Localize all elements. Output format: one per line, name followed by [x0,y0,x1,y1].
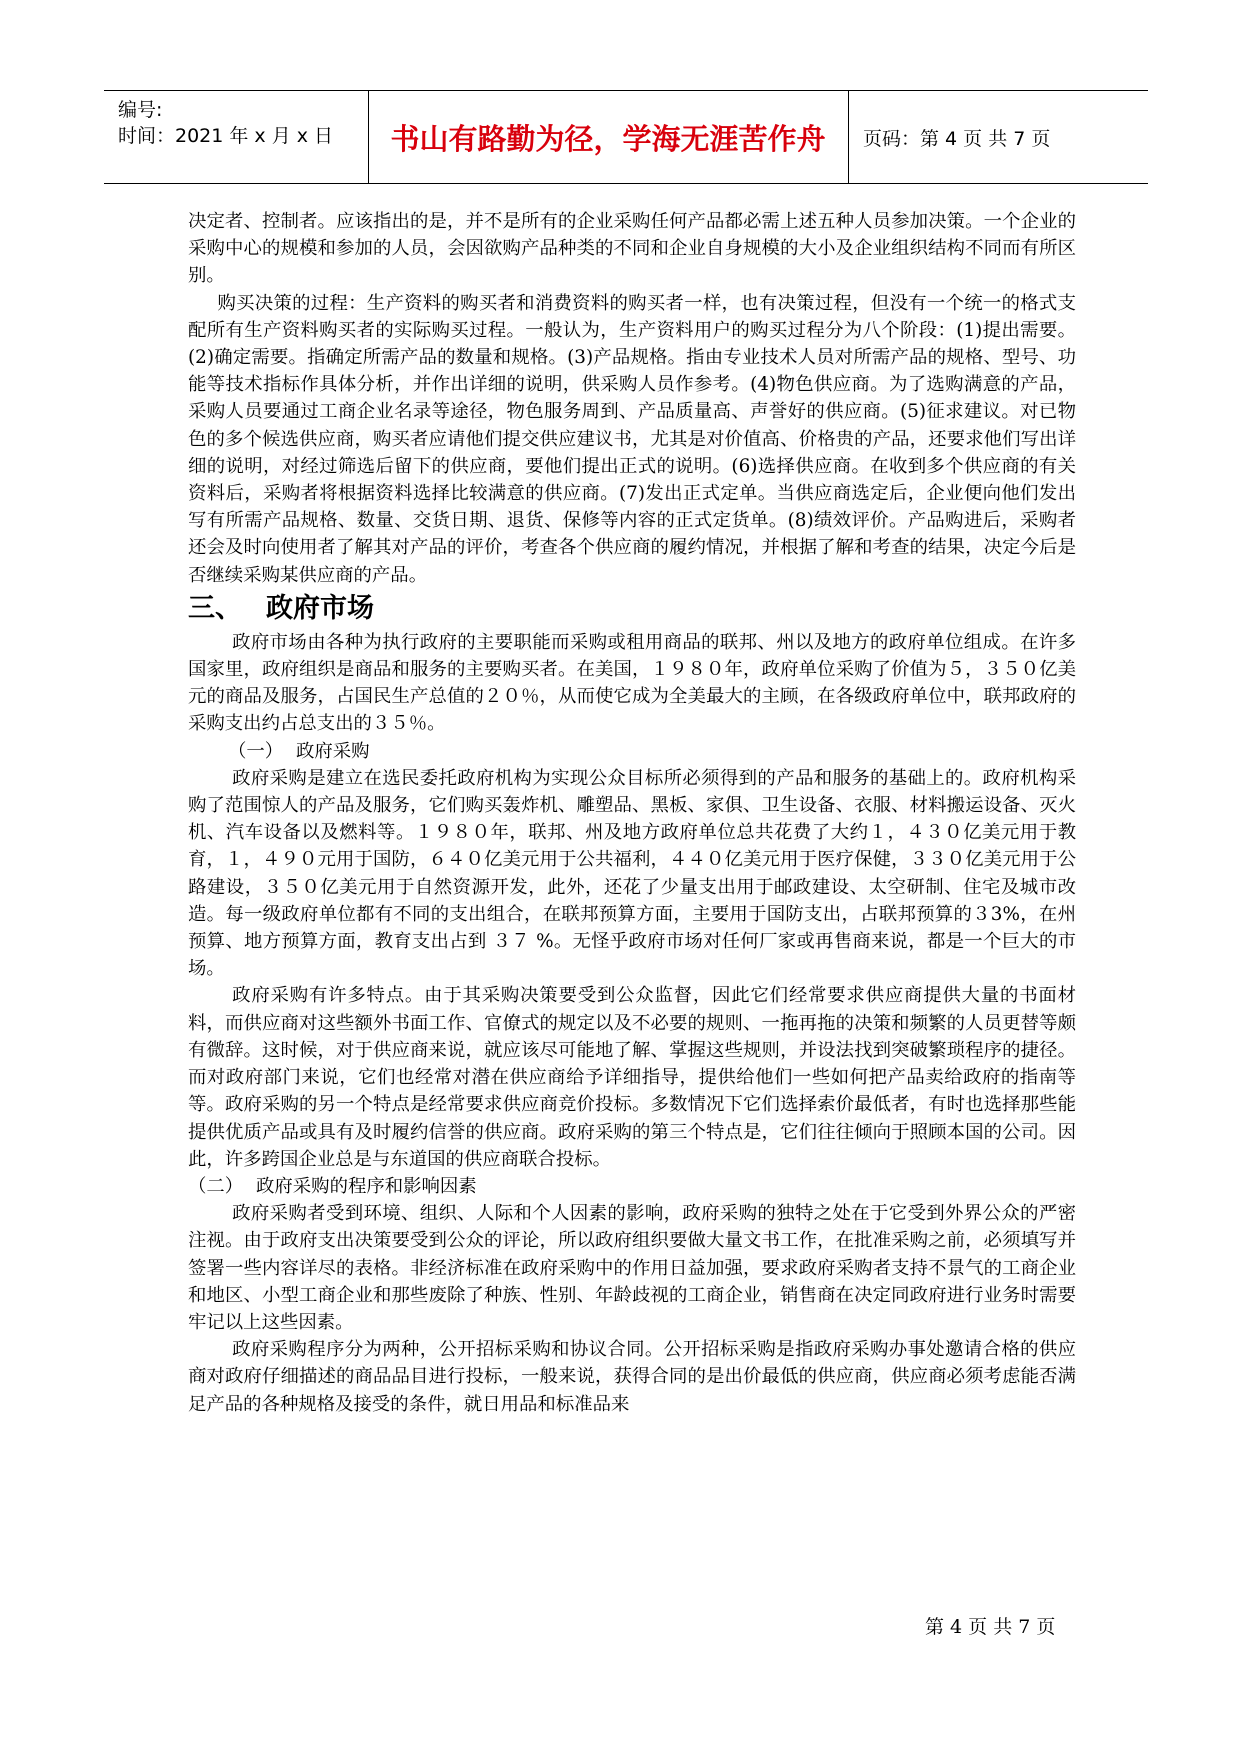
subsection-number: （二） [188,1175,244,1197]
header-page-number: 页码：第 4 页 共 7 页 [863,127,1051,150]
section-number: 三、 [188,592,242,624]
header-motto-cell [368,91,849,183]
header-page-cell [849,91,1148,183]
paragraph-4: 政府采购是建立在选民委托政府机构为实现公众目标所必须得到的产品和服务的基础上的。政府机构采购了范围惊人的产品及服务，它们购买轰炸机、雕塑品、黑板、家俱、卫生设备、衣服、材料搬运设备、灭火机、汽车设备以及燃料等。１９８０年，联邦、州及地方政府单位总共花费了大约１，４３０亿美元用于教育，１，４９０元用于国防，６４０亿美元用于公共福利，４４０亿美元用于医疗保健，３３０亿美元用于公路建设，３５０亿美元用于自然资源开发，此外，还花了少量支出用于邮政建设、太空研制、住宅及城市改造。每一级政府单位都有不同的支出组合，在联邦预算方面，主要用于国防支出，占联邦预算的３3%，在州预算、地方预算方面，教育支出占到 ３７ %。无怪乎政府市场对任何厂家或再售商来说，都是一个巨大的市场。 [188,767,1076,980]
section-title: 政府市场 [266,592,374,624]
subsection-number: （一） [228,740,284,762]
paragraph-6: 政府采购者受到环境、组织、人际和个人因素的影响，政府采购的独特之处在于它受到外界公众的严密注视。由于政府支出决策要受到公众的评论，所以政府组织要做大量文书工作，在批准采购之前，必须填写并签署一些内容详尽的表格。非经济标准在政府采购中的作用日益加强，要求政府采购者支持不景气的工商企业和地区、小型工商企业和那些废除了种族、性别、年龄歧视的工商企业，销售商在决定同政府进行业务时需要牢记以上这些因素。 [188,1203,1076,1333]
page-footer: 第 4 页 共 7 页 [925,1616,1056,1638]
paragraph-2: 购买决策的过程：生产资料的购买者和消费资料的购买者一样，也有决策过程，但没有一个统一的格式支配所有生产资料购买者的实际购买过程。一般认为，生产资料用户的购买过程分为八个阶段：(1)提出需要。(2)确定需要。指确定所需产品的数量和规格。(3)产品规格。指由专业技术人员对所需产品的规格、型号、功能等技术指标作具体分析，并作出详细的说明，供采购人员作参考。(4)物色供应商。为了选购满意的产品，采购人员要通过工商企业名录等途径，物色服务周到、产品质量高、声誉好的供应商。(5)征求建议。对已物色的多个候选供应商，购买者应请他们提交供应建议书，尤其是对价值高、价格贵的产品，还要求他们写出详细的说明，对经过筛选后留下的供应商，要他们提出正式的说明。(6)选择供应商。在收到多个供应商的有关资料后，采购者将根据资料选择比较满意的供应商。(7)发出正式定单。当供应商选定后，企业便向他们发出写有所需产品规格、数量、交货日期、退货、保修等内容的正式定货单。(8)绩效评价。产品购进后，采购者还会及时向使用者了解其对产品的评价，考查各个供应商的履约情况，并根据了解和考查的结果，决定今后是否继续采购某供应商的产品。 [188,292,1076,586]
section-heading [188,589,1076,629]
document-time-label: 时间：2021 年 x 月 x 日 [118,125,334,147]
document-code-label: 编号: [118,99,163,121]
subsection-title: 政府采购 [296,740,370,762]
page-header [104,90,1148,184]
paragraph-5: 政府采购有许多特点。由于其采购决策要受到公众监督，因此它们经常要求供应商提供大量的书面材料，而供应商对这些额外书面工作、官僚式的规定以及不必要的规则、一拖再拖的决策和频繁的人员更替等颇有微辞。这时候，对于供应商来说，就应该尽可能地了解、掌握这些规则，并设法找到突破繁琐程序的捷径。而对政府部门来说，它们也经常对潜在供应商给予详细指导，提供给他们一些如何把产品卖给政府的指南等等。政府采购的另一个特点是经常要求供应商竞价投标。多数情况下它们选择索价最低者，有时也选择那些能提供优质产品或具有及时履约信誉的供应商。政府采购的第三个特点是，它们往往倾向于照顾本国的公司。因此，许多跨国企业总是与东道国的供应商联合投标。 [188,985,1076,1170]
subsection-heading-2 [188,1173,1076,1200]
paragraph-3: 政府市场由各种为执行政府的主要职能而采购或租用商品的联邦、州以及地方的政府单位组成。在许多国家里，政府组织是商品和服务的主要购买者。在美国，１９８０年，政府单位采购了价值为５，３５０亿美元的商品及服务，占国民生产总值的２０％，从而使它成为全美最大的主顾，在各级政府单位中，联邦政府的采购支出约占总支出的３５％。 [188,631,1076,735]
header-info-cell [104,91,369,183]
paragraph-1: 决定者、控制者。应该指出的是，并不是所有的企业采购任何产品都必需上述五种人员参加决策。一个企业的采购中心的规模和参加的人员，会因欲购产品种类的不同和企业自身规模的大小及企业组织结构不同而有所区别。 [188,211,1076,287]
subsection-title: 政府采购的程序和影响因素 [256,1175,477,1197]
paragraph-7: 政府采购程序分为两种，公开招标采购和协议合同。公开招标采购是指政府采购办事处邀请合格的供应商对政府仔细描述的商品品目进行投标，一般来说，获得合同的是出价最低的供应商，供应商必须考虑能否满足产品的各种规格及接受的条件，就日用品和标准品来 [188,1339,1076,1415]
document-body [188,208,1076,1418]
header-motto: 书山有路勤为径，学海无涯苦作舟 [390,121,826,156]
subsection-heading-1 [188,738,1076,765]
